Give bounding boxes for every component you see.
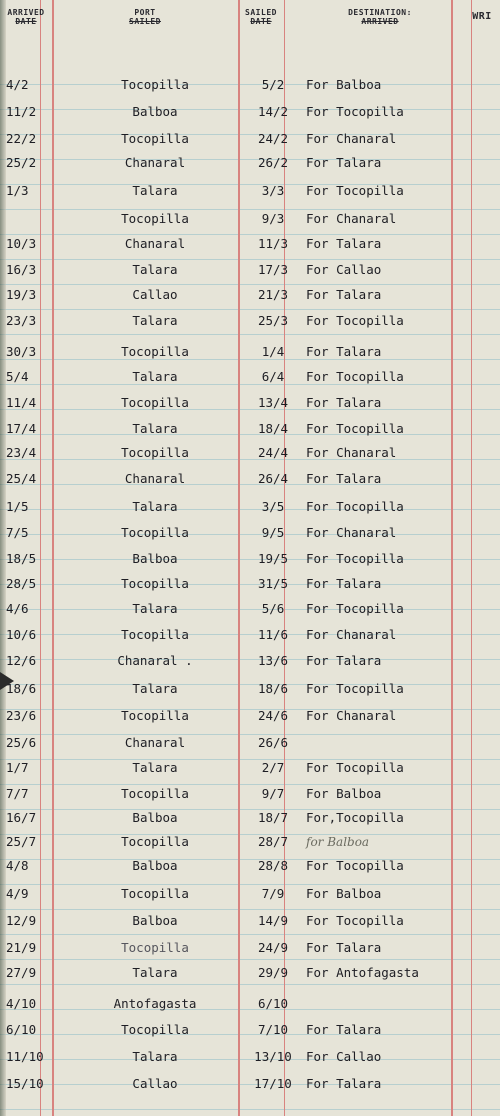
log-row — [0, 573, 500, 595]
log-row — [0, 74, 500, 96]
arrived-date-cell: 22/2 — [6, 131, 37, 146]
port-cell: Tocopilla — [121, 627, 189, 642]
sailed-date-cell: 11/6 — [257, 627, 289, 642]
sailed-date-cell: 1/4 — [261, 344, 285, 359]
arrived-date-cell: 10/3 — [6, 236, 37, 251]
arrived-date-cell: 18/6 — [6, 681, 37, 696]
sailed-date-cell: 24/4 — [257, 445, 289, 460]
sailed-date-cell: 13/4 — [257, 395, 289, 410]
destination-cell: For Tocopilla — [306, 313, 404, 328]
sailed-date-cell: 24/9 — [257, 940, 289, 955]
sailed-date-cell: 7/9 — [261, 886, 285, 901]
log-row — [0, 1073, 500, 1095]
sailed-date-cell: 5/6 — [261, 601, 285, 616]
destination-cell: For Talara — [306, 1076, 382, 1091]
sailed-date-cell: 28/8 — [257, 858, 289, 873]
log-row — [0, 233, 500, 255]
destination-cell: For Talara — [306, 155, 382, 170]
log-row — [0, 496, 500, 518]
destination-cell: For Balboa — [306, 886, 382, 901]
log-row — [0, 678, 500, 700]
port-cell: Talara — [132, 601, 178, 616]
arrived-date-cell: 10/6 — [6, 627, 37, 642]
destination-cell: For Tocopilla — [306, 183, 404, 198]
arrived-date-cell: 23/6 — [6, 708, 37, 723]
destination-cell: For Chanaral — [306, 131, 397, 146]
sailed-date-cell: 5/2 — [261, 77, 285, 92]
sailed-date-cell: 7/10 — [257, 1022, 289, 1037]
log-row — [0, 705, 500, 727]
port-cell: Talara — [132, 760, 178, 775]
port-cell: Talara — [132, 369, 178, 384]
sailed-date-cell: 17/10 — [254, 1076, 292, 1091]
destination-cell: For Tocopilla — [306, 104, 404, 119]
destination-cell: For Talara — [306, 576, 382, 591]
arrived-date-cell: 6/10 — [6, 1022, 37, 1037]
arrived-date-cell: 27/9 — [6, 965, 37, 980]
destination-cell: For Balboa — [306, 77, 382, 92]
sailed-date-cell: 24/6 — [257, 708, 289, 723]
destination-cell: For Tocopilla — [306, 913, 404, 928]
arrived-date-cell: 18/5 — [6, 551, 37, 566]
sailed-date-cell: 2/7 — [261, 760, 285, 775]
sailed-date-cell: 24/2 — [257, 131, 289, 146]
log-row — [0, 128, 500, 150]
destination-cell: For Tocopilla — [306, 681, 404, 696]
port-cell: Tocopilla — [121, 1022, 189, 1037]
port-cell: Balboa — [132, 104, 178, 119]
sailed-date-cell: 31/5 — [257, 576, 289, 591]
port-cell: Tocopilla — [121, 834, 189, 849]
port-cell: Tocopilla — [121, 886, 189, 901]
arrived-date-cell: 4/6 — [6, 601, 29, 616]
sailed-date-cell: 9/3 — [261, 211, 285, 226]
destination-cell: For Chanaral — [306, 445, 397, 460]
destination-cell: For Chanaral — [306, 627, 397, 642]
arrived-date-cell: 23/4 — [6, 445, 37, 460]
log-row — [0, 831, 500, 853]
arrived-date-cell: 25/7 — [6, 834, 37, 849]
arrived-date-cell: 16/3 — [6, 262, 37, 277]
port-cell: Chanaral — [124, 471, 186, 486]
destination-cell: For Talara — [306, 236, 382, 251]
arrived-date-cell: 11/2 — [6, 104, 37, 119]
log-row — [0, 1019, 500, 1041]
log-row — [0, 341, 500, 363]
port-cell: Talara — [132, 313, 178, 328]
arrived-date-cell: 4/10 — [6, 996, 37, 1011]
log-row — [0, 962, 500, 984]
arrived-date-cell: 4/8 — [6, 858, 29, 873]
sailed-date-cell: 21/3 — [257, 287, 289, 302]
sailed-date-cell: 9/5 — [261, 525, 285, 540]
destination-cell: For Talara — [306, 653, 382, 668]
header-wri: WRI — [472, 11, 492, 22]
port-cell: Talara — [132, 1049, 178, 1064]
log-row — [0, 807, 500, 829]
log-row — [0, 366, 500, 388]
destination-cell: For Tocopilla — [306, 551, 404, 566]
arrived-date-cell: 1/3 — [6, 183, 29, 198]
sailed-date-cell: 17/3 — [257, 262, 289, 277]
arrived-date-cell: 1/7 — [6, 760, 29, 775]
destination-cell: For Talara — [306, 395, 382, 410]
destination-cell: For Talara — [306, 1022, 382, 1037]
arrived-date-cell: 25/4 — [6, 471, 37, 486]
port-cell: Tocopilla — [121, 77, 189, 92]
arrived-date-cell: 1/5 — [6, 499, 29, 514]
destination-cell: For Tocopilla — [306, 499, 404, 514]
destination-cell: For Balboa — [306, 786, 382, 801]
destination-cell: For Chanaral — [306, 525, 397, 540]
sailed-date-cell: 26/2 — [257, 155, 289, 170]
log-row — [0, 522, 500, 544]
sailed-date-cell: 14/2 — [257, 104, 289, 119]
log-row — [0, 598, 500, 620]
port-cell: Talara — [132, 262, 178, 277]
destination-cell: For Tocopilla — [306, 760, 404, 775]
sailed-date-cell: 26/6 — [257, 735, 289, 750]
destination-cell: For Callao — [306, 262, 382, 277]
port-cell: Tocopilla — [121, 940, 189, 955]
port-cell: Tocopilla — [121, 395, 189, 410]
sailed-date-cell: 6/4 — [261, 369, 285, 384]
arrived-date-cell: 15/10 — [6, 1076, 44, 1091]
destination-cell: For Talara — [306, 940, 382, 955]
destination-cell: For Callao — [306, 1049, 382, 1064]
arrived-date-cell: 11/10 — [6, 1049, 44, 1064]
log-row — [0, 624, 500, 646]
port-cell: Tocopilla — [121, 525, 189, 540]
log-row — [0, 993, 500, 1015]
sailed-date-cell: 25/3 — [257, 313, 289, 328]
arrived-date-cell: 7/5 — [6, 525, 29, 540]
port-cell: Chanaral — [124, 236, 186, 251]
log-row — [0, 732, 500, 754]
port-cell: Talara — [132, 965, 178, 980]
log-row — [0, 883, 500, 905]
arrived-date-cell: 4/9 — [6, 886, 29, 901]
header-destination: DESTINATION: ARRIVED — [348, 8, 412, 26]
destination-cell: For Talara — [306, 344, 382, 359]
sailed-date-cell: 18/7 — [257, 810, 289, 825]
sailed-date-cell: 13/10 — [254, 1049, 292, 1064]
sailed-date-cell: 14/9 — [257, 913, 289, 928]
log-row — [0, 310, 500, 332]
port-cell: Chanaral — [124, 155, 186, 170]
arrived-date-cell: 12/6 — [6, 653, 37, 668]
log-row — [0, 757, 500, 779]
port-cell: Balboa — [132, 858, 178, 873]
sailed-date-cell: 9/7 — [261, 786, 285, 801]
port-cell: Balboa — [132, 551, 178, 566]
destination-cell: For Antofagasta — [306, 965, 419, 980]
sailed-date-cell: 26/4 — [257, 471, 289, 486]
arrived-date-cell: 17/4 — [6, 421, 37, 436]
arrived-date-cell: 28/5 — [6, 576, 37, 591]
log-row — [0, 180, 500, 202]
header-sailed-date: SAILED DATE — [245, 8, 277, 26]
arrived-date-cell: 11/4 — [6, 395, 37, 410]
arrived-date-cell: 7/7 — [6, 786, 29, 801]
arrived-date-cell: 5/4 — [6, 369, 29, 384]
header-port-sailed: PORT SAILED — [129, 8, 161, 26]
log-row — [0, 152, 500, 174]
port-cell: Talara — [132, 183, 178, 198]
port-cell: Tocopilla — [121, 131, 189, 146]
log-row — [0, 1046, 500, 1068]
port-cell: Chanaral . — [117, 653, 193, 668]
destination-cell: For,Tocopilla — [306, 810, 404, 825]
log-row — [0, 442, 500, 464]
port-cell: Callao — [132, 1076, 178, 1091]
port-cell: Tocopilla — [121, 344, 189, 359]
log-row — [0, 910, 500, 932]
arrived-date-cell: 19/3 — [6, 287, 37, 302]
arrived-date-cell: 16/7 — [6, 810, 37, 825]
log-row — [0, 259, 500, 281]
log-row — [0, 101, 500, 123]
arrived-date-cell: 23/3 — [6, 313, 37, 328]
sailed-date-cell: 3/3 — [261, 183, 285, 198]
log-row — [0, 783, 500, 805]
port-cell: Talara — [132, 681, 178, 696]
log-row — [0, 937, 500, 959]
arrived-date-cell: 4/2 — [6, 77, 29, 92]
log-row — [0, 468, 500, 490]
log-row — [0, 418, 500, 440]
port-cell: Tocopilla — [121, 211, 189, 226]
destination-cell: For Chanaral — [306, 211, 397, 226]
log-row — [0, 392, 500, 414]
port-cell: Tocopilla — [121, 445, 189, 460]
destination-cell: For Talara — [306, 471, 382, 486]
arrived-date-cell: 25/2 — [6, 155, 37, 170]
log-row — [0, 284, 500, 306]
port-cell: Balboa — [132, 810, 178, 825]
sailed-date-cell: 29/9 — [257, 965, 289, 980]
destination-cell: For Tocopilla — [306, 421, 404, 436]
destination-cell: For Tocopilla — [306, 369, 404, 384]
log-row — [0, 548, 500, 570]
log-row — [0, 650, 500, 672]
log-row — [0, 208, 500, 230]
destination-cell: For Chanaral — [306, 708, 397, 723]
arrived-date-cell: 12/9 — [6, 913, 37, 928]
destination-cell: For Tocopilla — [306, 601, 404, 616]
port-cell: Tocopilla — [121, 576, 189, 591]
arrived-date-cell: 21/9 — [6, 940, 37, 955]
sailed-date-cell: 19/5 — [257, 551, 289, 566]
port-cell: Callao — [132, 287, 178, 302]
sailed-date-cell: 18/6 — [257, 681, 289, 696]
port-cell: Chanaral — [124, 735, 186, 750]
sailed-date-cell: 28/7 — [257, 834, 289, 849]
destination-cell: For Tocopilla — [306, 858, 404, 873]
sailed-date-cell: 13/6 — [257, 653, 289, 668]
sailed-date-cell: 6/10 — [257, 996, 289, 1011]
header-arrived-date: ARRIVED DATE — [7, 8, 45, 26]
destination-cell: For Talara — [306, 287, 382, 302]
port-cell: Antofagasta — [113, 996, 197, 1011]
arrived-date-cell: 30/3 — [6, 344, 37, 359]
port-cell: Tocopilla — [121, 708, 189, 723]
destination-cell: for Balboa — [306, 835, 370, 849]
sailed-date-cell: 3/5 — [261, 499, 285, 514]
log-row — [0, 855, 500, 877]
sailed-date-cell: 11/3 — [257, 236, 289, 251]
port-cell: Balboa — [132, 913, 178, 928]
arrived-date-cell: 25/6 — [6, 735, 37, 750]
port-cell: Tocopilla — [121, 786, 189, 801]
port-cell: Talara — [132, 499, 178, 514]
sailed-date-cell: 18/4 — [257, 421, 289, 436]
port-cell: Talara — [132, 421, 178, 436]
